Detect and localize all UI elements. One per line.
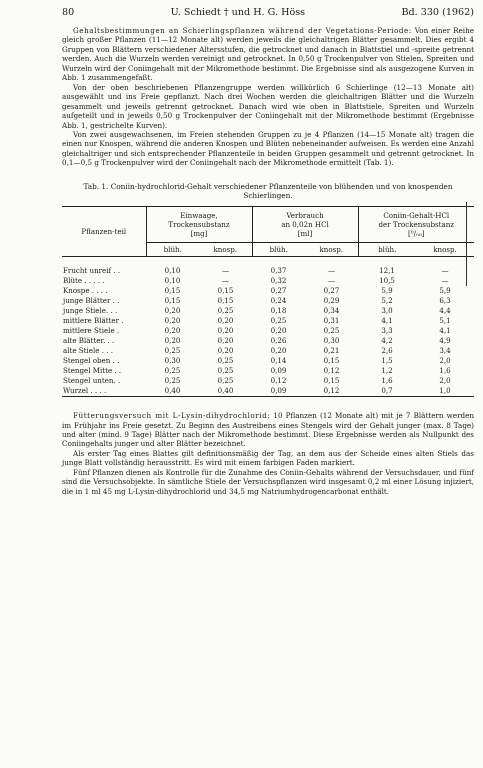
table-cell: 0,12 (270, 376, 287, 386)
paragraph-text: Von der oben beschriebenen Pflanzengruppe werden willkürlich 6 Schierlinge (12—13 Monate alt) ausgewählt und ins Freie gepflanzt. Nach drei Wochen werden die gleichaltrigen Blätter und die Wurzeln gesammelt und jeweils getrennt getrocknet. Danach wird wie oben in Blattstiele, Spreiten und Wurzeln aufgeteilt und in jeweils 0,50 g Trockenpulver der Coniingehalt mit der Mikromethode bestimmt (Ergebnisse Abb. 1, gestrichelte Kurven). (62, 82, 474, 130)
table-cell: 0,30 (164, 356, 181, 366)
table-cell: 0,20 (270, 326, 287, 336)
paragraph-text: Von zwei ausgewachsenen, im Freien stehenden Gruppen zu je 4 Pflanzen (14—15 Monate alt) tragen die einen nur Knospen, während die anderen Knospen und Blüten nebeneinander aufweisen. Es werden eine Anzahl gleichaltriger und sich entsprechender Pflanzenteile in beiden Gruppen gesammelt und getrennt getrocknet. In 0,1—0,5 g Trockenpulver wird der Coniingehalt nach der Mikromethode ermittelt (Tab. 1). (62, 129, 474, 168)
table-cell: 0,27 (323, 286, 340, 296)
row-label: junge Blätter . . (63, 296, 120, 306)
table-cell: 1,6 (439, 366, 451, 376)
row-label: Stengel unten. . (63, 376, 121, 386)
table-cell: 0,10 (164, 266, 181, 276)
subheader-knospend: knosp. (305, 242, 358, 257)
table-cell: 2,6 (381, 346, 393, 356)
table-cell: 0,30 (323, 336, 340, 346)
table-row (62, 346, 474, 356)
table-cell: 0,25 (164, 366, 181, 376)
table-cell: 2,0 (439, 376, 451, 386)
table-cell: 0,25 (323, 326, 340, 336)
subheader-knospend: knosp. (416, 242, 474, 257)
table-cell: 0,10 (164, 276, 181, 286)
paragraph-text: Als erster Tag eines Blattes gilt definitionsmäßig der Tag, an dem aus der Scheide eines alten Stiels das junge Blatt vollständig herausstritt. Es wird mit einem farbigen Faden markiert. (62, 448, 474, 468)
table-cell: 1,2 (381, 366, 393, 376)
table-cell: 0,20 (217, 326, 234, 336)
table-cell: 3,4 (439, 346, 451, 356)
table-cell: 0,09 (270, 366, 287, 376)
paragraph (62, 83, 474, 130)
paragraph (62, 449, 474, 468)
table-cell: 4,9 (439, 336, 451, 346)
plant-part-header: Pflanzen-teil (81, 226, 127, 236)
table-cell: 0,15 (164, 286, 181, 296)
table-row (62, 316, 474, 326)
row-label: Stengel Mitte . . (63, 366, 122, 376)
table-row (62, 386, 474, 397)
table-cell: 10,5 (379, 276, 395, 286)
subheader-bluehend: blüh. (252, 242, 305, 257)
paragraph (62, 411, 474, 449)
table-cell: 0,20 (217, 316, 234, 326)
table-cell: 0,7 (381, 386, 393, 396)
table-cell: 0,20 (164, 326, 181, 336)
table-cell: 0,37 (270, 266, 287, 276)
paragraph-text: 10 Pflanzen (12 Monate alt) mit je 7 Blättern werden im Frühjahr ins Freie gesetzt. Zu Beginn des Austreibens eines Stengels wird der Gehalt junger (max. 8 Tage) und alter (mind. 9 Tage) Blätter nach der Mikromethode bestimmt. Diese Ergebnisse werden als Nullpunkt des Coniingehalts junger und alter Blätter bezeichnet. (62, 411, 474, 449)
row-label: Frucht unreif . . (63, 266, 121, 276)
table-row (62, 286, 474, 296)
table-cell: 4,4 (439, 306, 451, 316)
page-number: 80 (62, 7, 75, 18)
paragraph-text: Von einer Reihe gleich großer Pflanzen (11—12 Monate alt) werden jeweils die gleichaltrigen Blätter gesammelt. Dies ergibt 4 Gruppen von Blättern verschiedener Altersstufen, die getrocknet und danach in Blattstiel und -spreite getrennt werden. Auch die Wurzeln werden vereinigt und getrocknet. In 0,50 g Trockenpulver von Stielen, Spreiten und Wurzeln wird der Coniingehalt mit der Mikromethode bestimmt. Die Ergebnisse sind als ausgezogene Kurven in Abb. 1 zusammengefaßt. (62, 26, 474, 83)
header-volume: Bd. 330 (1962) (401, 7, 474, 18)
group-header-1-line2: Trockensubstanz (146, 220, 252, 229)
running-header (62, 7, 474, 19)
table-row (62, 356, 474, 366)
table-cell: 0,25 (164, 346, 181, 356)
table-cell: 12,1 (379, 266, 395, 276)
intro-text (62, 26, 474, 168)
table-cell: 1,6 (381, 376, 393, 386)
table-cell: 0,15 (217, 286, 234, 296)
table-cell: 0,21 (323, 346, 340, 356)
table-cell: 1,0 (439, 386, 451, 396)
group-header-2-line1: Verbrauch (252, 206, 358, 220)
table-cell: 0,25 (217, 376, 234, 386)
table-cell: 0,15 (164, 296, 181, 306)
table-cell: — (441, 276, 449, 286)
table-cell: 0,20 (217, 346, 234, 356)
table-cell: 0,25 (217, 356, 234, 366)
row-label: alte Blätter. . . (63, 336, 115, 346)
table-cell: 0,34 (323, 306, 340, 316)
subheader-bluehend: blüh. (146, 242, 199, 257)
table-cell: 5,1 (439, 316, 451, 326)
table-cell: — (327, 276, 336, 286)
table-cell: 4,1 (439, 326, 451, 336)
group-header-3-line2: der Trockensubstanz (358, 220, 474, 229)
table-cell: 0,40 (164, 386, 181, 396)
table-cell: 0,15 (323, 376, 340, 386)
table-cell: 0,25 (270, 316, 287, 326)
table-cell: 0,20 (164, 336, 181, 346)
table-cell: — (441, 266, 449, 276)
paragraph-lead: Fütterungsversuch mit L-Lysin-dihydrochlorid: (73, 411, 271, 421)
row-label: mittlere Blätter . (63, 316, 124, 326)
table-cell: — (221, 266, 230, 276)
table-caption: Tab. 1. Coniin-hydrochlorid-Gehalt verschiedener Pflanzenteile von blühenden und von knospenden Schierlingen. (83, 181, 453, 201)
table-cell: — (221, 276, 230, 286)
header-authors: U. Schiedt † und H. G. Höss (170, 7, 306, 18)
table-cell: 0,20 (217, 336, 234, 346)
article-page (62, 7, 474, 496)
table-cell: 0,25 (164, 376, 181, 386)
table-row (62, 376, 474, 386)
table-cell: 5,2 (381, 296, 393, 306)
table-cell: 5,9 (381, 286, 393, 296)
table-cell: 0,40 (217, 386, 234, 396)
paragraph (62, 468, 474, 496)
row-label: Stengel oben . . (63, 356, 120, 366)
table-row (62, 306, 474, 316)
table-cell: 0,14 (270, 356, 287, 366)
table-cell: 0,12 (323, 386, 340, 396)
table-cell: 0,20 (164, 316, 181, 326)
table-cell: 0,20 (164, 306, 181, 316)
table-cell: — (327, 266, 336, 276)
row-label: alte Stiele . . . (63, 346, 113, 356)
group-header-1-line1: Einwaage, (146, 206, 252, 220)
group-header-2-line2: an 0,02n HCl (252, 220, 358, 229)
table-cell: 0,20 (270, 346, 287, 356)
table-cell: 0,26 (270, 336, 287, 346)
margin-mark (466, 202, 467, 286)
row-label: Blüte . . . . . (63, 276, 105, 286)
table-cell: 1,5 (381, 356, 393, 366)
row-label: junge Stiele. . . (63, 306, 118, 316)
table-cell: 5,9 (439, 286, 451, 296)
table-cell: 4,1 (381, 316, 393, 326)
table-body (62, 266, 474, 397)
group-header-3-unit: [⁰/₀₀] (358, 229, 474, 242)
row-label: mittlere Stiele . (63, 326, 120, 336)
table-cell: 0,18 (270, 306, 287, 316)
paragraph (62, 130, 474, 168)
table-cell: 0,29 (323, 296, 340, 306)
table-cell: 3,0 (381, 306, 393, 316)
group-header-1-unit: [mg] (146, 229, 252, 242)
data-table (62, 206, 474, 399)
group-header-3-line1: Coniin-Gehalt-HCl (358, 206, 474, 220)
table-cell: 0,25 (217, 366, 234, 376)
table-row (62, 276, 474, 286)
table-row (62, 296, 474, 306)
table-cell: 2,0 (439, 356, 451, 366)
table-row (62, 336, 474, 346)
subheader-bluehend: blüh. (358, 242, 416, 257)
table-cell: 4,2 (381, 336, 393, 346)
paragraph (62, 26, 474, 83)
paragraph-lead: Gehaltsbestimmungen an Schierlingspflanzen während der Vegetations-Periode: (73, 26, 412, 35)
group-header-2-unit: [ml] (252, 229, 358, 242)
table-cell: 0,31 (323, 316, 340, 326)
table-cell: 0,24 (270, 296, 287, 306)
paragraph-text: Fünf Pflanzen dienen als Kontrolle für die Zunahme des Coniin-Gehalts während der Versuchsdauer, und fünf sind die Versuchsobjekte. In sämtliche Stiele der Versuchspflanzen wird insgesamt 0,2 ml einer Lösung injiziert, die in 1 ml 45 mg L-Lysin-dihydrochlorid und 34,5 mg Natriumhydrogencarbonat enthält. (62, 467, 474, 496)
table-cell: 0,12 (323, 366, 340, 376)
subheader-knospend: knosp. (199, 242, 252, 257)
table-cell: 0,15 (323, 356, 340, 366)
table-row (62, 366, 474, 376)
table-cell: 0,09 (270, 386, 287, 396)
row-label: Wurzel . . . . (63, 386, 107, 396)
table-cell: 0,27 (270, 286, 287, 296)
row-label: Knospe . . . . (63, 286, 108, 296)
table-cell: 6,3 (439, 296, 451, 306)
experiment-text (62, 411, 474, 496)
table-row (62, 326, 474, 336)
table-cell: 0,32 (270, 276, 287, 286)
table-cell: 3,3 (381, 326, 393, 336)
table-row (62, 266, 474, 276)
table-cell: 0,15 (217, 296, 234, 306)
table-cell: 0,25 (217, 306, 234, 316)
